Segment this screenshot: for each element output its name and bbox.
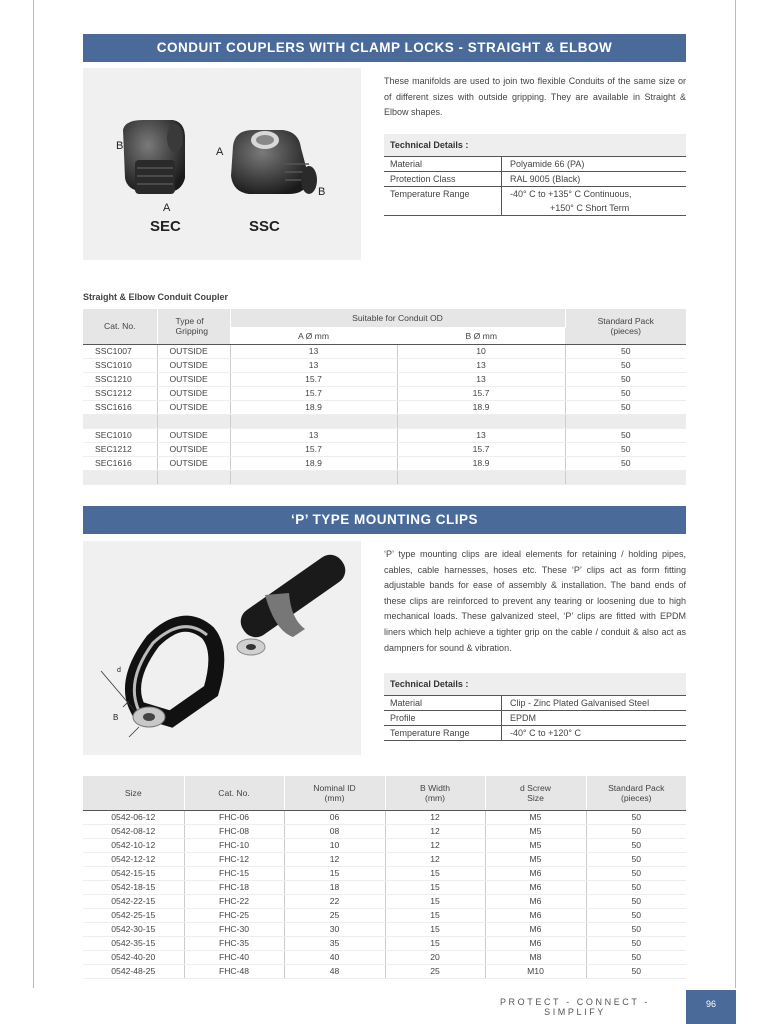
table-cell: 40 [284, 950, 385, 964]
table-cell: 0542-30-15 [83, 922, 184, 936]
table-cell: 0542-40-20 [83, 950, 184, 964]
table-cell: 0542-15-15 [83, 866, 184, 880]
table-cell: FHC-06 [184, 810, 284, 824]
table-cell: OUTSIDE [157, 386, 230, 400]
table-cell: SSC1210 [83, 372, 157, 386]
header-suitable-od: Suitable for Conduit OD [230, 309, 565, 327]
table-cell: OUTSIDE [157, 456, 230, 470]
table-cell: 25 [284, 908, 385, 922]
table-cell: 13 [397, 428, 565, 442]
sec-caption: SEC [150, 218, 181, 235]
tech-key: Material [384, 157, 502, 171]
header-width: B Width (mm) [385, 776, 485, 810]
table-cell: 50 [565, 442, 686, 456]
table-row [83, 936, 686, 950]
header-cat-no: Cat. No. [184, 776, 284, 810]
table-cell: 22 [284, 894, 385, 908]
table-cell [157, 414, 230, 428]
table-cell: FHC-15 [184, 866, 284, 880]
table-cell: 15 [385, 922, 485, 936]
table-cell: 50 [565, 428, 686, 442]
header-b-od: B Ø mm [397, 327, 565, 344]
table-cell: SSC1007 [83, 344, 157, 358]
coupler-illustration [83, 68, 361, 260]
tech-value: RAL 9005 (Black) [510, 174, 581, 184]
table-cell: 10 [284, 838, 385, 852]
table-cell: 0542-18-15 [83, 880, 184, 894]
table-cell: 12 [385, 824, 485, 838]
table-cell: M5 [485, 824, 586, 838]
page-number: 96 [686, 990, 736, 1024]
table-cell: FHC-25 [184, 908, 284, 922]
table-cell: 50 [565, 344, 686, 358]
table-cell [565, 414, 686, 428]
table-cell: 48 [284, 964, 385, 978]
tech-key: Material [384, 696, 502, 710]
table-row [83, 400, 686, 414]
coupler-table [83, 309, 686, 485]
table-cell: 50 [586, 880, 686, 894]
table-row [83, 414, 686, 428]
table-cell: 18.9 [230, 400, 397, 414]
table-cell: 06 [284, 810, 385, 824]
table-row [83, 470, 686, 484]
table-cell: M8 [485, 950, 586, 964]
table-cell: 0542-12-12 [83, 852, 184, 866]
table-cell [397, 414, 565, 428]
tech-row [384, 171, 686, 186]
table-cell: FHC-12 [184, 852, 284, 866]
table-row [83, 386, 686, 400]
tech-value [502, 187, 686, 215]
tech-value: Polyamide 66 (PA) [510, 159, 585, 169]
header-standard-pack: Standard Pack (pieces) [565, 309, 686, 344]
table-cell: 13 [230, 358, 397, 372]
table-cell: FHC-22 [184, 894, 284, 908]
table-cell: M6 [485, 922, 586, 936]
table-cell: FHC-08 [184, 824, 284, 838]
table-row [83, 344, 686, 358]
table-cell: 15.7 [397, 386, 565, 400]
table-row [83, 810, 686, 824]
tech-row [384, 186, 686, 216]
table-cell: 0542-10-12 [83, 838, 184, 852]
table-cell: 20 [385, 950, 485, 964]
table-cell: 50 [565, 456, 686, 470]
table-cell: M6 [485, 894, 586, 908]
table-cell: 15.7 [230, 372, 397, 386]
table-cell: FHC-35 [184, 936, 284, 950]
section1-tech-details [384, 134, 686, 216]
table-row [83, 964, 686, 978]
table-cell: FHC-30 [184, 922, 284, 936]
p-clip-illustration [83, 541, 361, 755]
table-cell: SSC1616 [83, 400, 157, 414]
table-cell: 15.7 [397, 442, 565, 456]
header-cat-no: Cat. No. [83, 309, 157, 344]
table-cell [230, 414, 397, 428]
sec-label-a: A [163, 202, 171, 214]
header-size: Size [83, 776, 184, 810]
table-cell: SSC1010 [83, 358, 157, 372]
tech-value: Clip - Zinc Plated Galvanised Steel [510, 698, 650, 708]
table-row [83, 372, 686, 386]
table-cell: 50 [586, 852, 686, 866]
table-cell: 50 [565, 386, 686, 400]
table-cell: 50 [586, 810, 686, 824]
table-cell [157, 470, 230, 484]
tech-key: Profile [384, 711, 502, 725]
table-cell: M5 [485, 852, 586, 866]
table-row [83, 950, 686, 964]
table-cell: 50 [586, 950, 686, 964]
tech-row [384, 156, 686, 171]
table-cell: 18.9 [230, 456, 397, 470]
header-screw-size: d Screw Size [485, 776, 586, 810]
table-cell: M10 [485, 964, 586, 978]
ssc-label-a: A [216, 146, 224, 158]
tech-value-line2: +150° C Short Term [550, 203, 630, 213]
footer-tagline: PROTECT - CONNECT - SIMPLIFY [499, 997, 651, 1017]
coupler-table-caption: Straight & Elbow Conduit Coupler [83, 292, 228, 302]
header-nominal-id: Nominal ID (mm) [284, 776, 385, 810]
table-cell: 50 [586, 964, 686, 978]
table-row [83, 358, 686, 372]
table-cell: 0542-35-15 [83, 936, 184, 950]
table-cell: 12 [385, 838, 485, 852]
table-cell: 50 [565, 400, 686, 414]
table-cell: 13 [397, 358, 565, 372]
table-cell: 15 [284, 866, 385, 880]
tech-value-line1: -40° C to +135° C Continuous, [510, 189, 632, 199]
table-cell: OUTSIDE [157, 428, 230, 442]
tech-row [384, 725, 686, 741]
ssc-label-b: B [318, 186, 326, 198]
table-cell: 0542-25-15 [83, 908, 184, 922]
table-cell: 50 [565, 358, 686, 372]
p-clip-table [83, 776, 686, 979]
table-cell: OUTSIDE [157, 442, 230, 456]
table-cell: SEC1616 [83, 456, 157, 470]
table-cell: 50 [586, 908, 686, 922]
table-cell: 50 [586, 838, 686, 852]
coupler-image [83, 68, 361, 260]
tech-key: Temperature Range [384, 187, 502, 215]
tech-key: Protection Class [384, 172, 502, 186]
table-cell: 12 [385, 810, 485, 824]
clip-label-d: d [117, 667, 121, 674]
table-cell: 30 [284, 922, 385, 936]
table-cell: OUTSIDE [157, 400, 230, 414]
header-a-od: A Ø mm [230, 327, 397, 344]
table-cell: 50 [586, 866, 686, 880]
table-row [83, 880, 686, 894]
section2-title: ‘P’ TYPE MOUNTING CLIPS [83, 506, 686, 534]
p-clip-image [83, 541, 361, 755]
sec-label-b: B [116, 140, 124, 152]
tech-details-heading: Technical Details : [384, 673, 686, 695]
table-cell: 0542-48-25 [83, 964, 184, 978]
section1-description: These manifolds are used to join two flexible Conduits of the same size or of different sizes with outside gripping. They are available in Straight & Elbow shapes. [384, 76, 686, 118]
table-row [83, 456, 686, 470]
table-cell: 13 [230, 344, 397, 358]
table-cell: M6 [485, 936, 586, 950]
table-cell: SEC1010 [83, 428, 157, 442]
section2-tech-details [384, 673, 686, 741]
table-cell: 25 [385, 964, 485, 978]
table-cell: FHC-18 [184, 880, 284, 894]
tech-value: -40° C to +120° C [510, 728, 581, 738]
section1-title: CONDUIT COUPLERS WITH CLAMP LOCKS - STRAIGHT & ELBOW [83, 34, 686, 62]
table-row [83, 824, 686, 838]
table-cell: 0542-22-15 [83, 894, 184, 908]
table-cell [83, 414, 157, 428]
tech-value: EPDM [510, 713, 537, 723]
tech-row [384, 695, 686, 710]
table-cell [83, 470, 157, 484]
table-cell: 13 [230, 428, 397, 442]
table-row [83, 428, 686, 442]
table-cell: OUTSIDE [157, 344, 230, 358]
table-cell: M5 [485, 810, 586, 824]
table-cell: OUTSIDE [157, 372, 230, 386]
table-row [83, 894, 686, 908]
table-cell: 10 [397, 344, 565, 358]
table-cell: SEC1212 [83, 442, 157, 456]
table-cell: 15.7 [230, 442, 397, 456]
table-cell: 50 [565, 372, 686, 386]
table-cell: 18 [284, 880, 385, 894]
table-cell: FHC-10 [184, 838, 284, 852]
table-cell: 50 [586, 922, 686, 936]
table-cell: M6 [485, 866, 586, 880]
clip-label-b: B [113, 713, 119, 722]
table-cell: FHC-40 [184, 950, 284, 964]
table-row [83, 908, 686, 922]
table-cell: 13 [397, 372, 565, 386]
table-cell: 08 [284, 824, 385, 838]
table-cell: 50 [586, 936, 686, 950]
table-cell: 12 [284, 852, 385, 866]
tech-row [384, 710, 686, 725]
table-cell [230, 470, 397, 484]
table-cell: 50 [586, 824, 686, 838]
table-cell: 15 [385, 894, 485, 908]
table-cell: 15 [385, 866, 485, 880]
tech-key: Temperature Range [384, 726, 502, 740]
table-row [83, 442, 686, 456]
table-cell: 15.7 [230, 386, 397, 400]
table-cell: FHC-48 [184, 964, 284, 978]
section2-description: ‘P’ type mounting clips are ideal elements for retaining / holding pipes, cables, cable harnesses, hoses etc. These ‘P’ clips act as form fitting adjustable bands for ease of assembly & installation. The band ends of these clips are reinforced to prevent any tearing or loosening due to high mechanical loads. These galvanized steel, ‘P’ clips are fitted with EPDM liners which help achieve a tighter grip on the cable / conduit & also act as dampners for sound & vibration. [384, 549, 686, 653]
table-row [83, 838, 686, 852]
table-cell: 18.9 [397, 400, 565, 414]
table-cell: 15 [385, 880, 485, 894]
table-cell: M6 [485, 880, 586, 894]
table-cell: 12 [385, 852, 485, 866]
ssc-caption: SSC [249, 218, 280, 235]
table-row [83, 922, 686, 936]
table-cell: 15 [385, 908, 485, 922]
table-row [83, 852, 686, 866]
header-type-gripping: Type of Gripping [157, 309, 230, 344]
table-cell: M5 [485, 838, 586, 852]
tech-details-heading: Technical Details : [384, 134, 686, 156]
table-cell: 0542-06-12 [83, 810, 184, 824]
table-cell [397, 470, 565, 484]
table-cell: 35 [284, 936, 385, 950]
header-standard-pack: Standard Pack (pieces) [586, 776, 686, 810]
table-cell: 0542-08-12 [83, 824, 184, 838]
table-cell: 50 [586, 894, 686, 908]
table-cell: OUTSIDE [157, 358, 230, 372]
table-cell: 15 [385, 936, 485, 950]
table-cell: 18.9 [397, 456, 565, 470]
table-cell: SSC1212 [83, 386, 157, 400]
table-cell: M6 [485, 908, 586, 922]
table-row [83, 866, 686, 880]
table-cell [565, 470, 686, 484]
